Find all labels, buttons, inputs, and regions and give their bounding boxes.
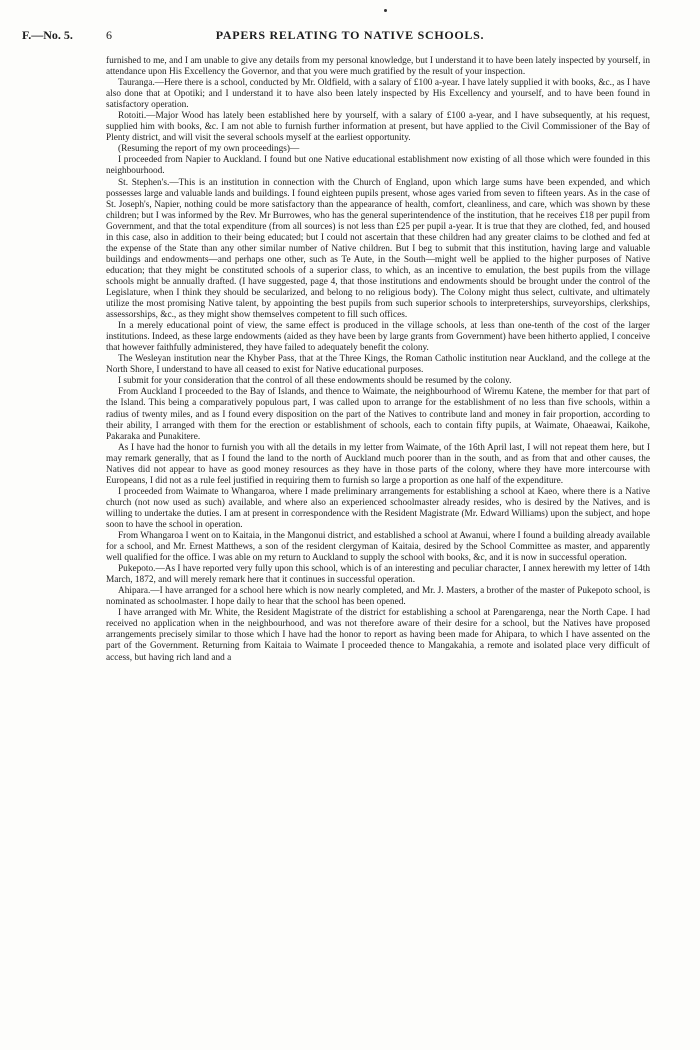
paragraph: (Resuming the report of my own proceedings)— bbox=[118, 144, 300, 155]
paragraph: Rotoiti.—Major Wood has lately been established here by yourself, with a salary of £100 a-year, and I have subsequently, at his request, supplied him with books, &c. I am not able to furnish further information at present, but have applied to the Civil Commissioner of the Bay of Plenty district, and will visit the several schools myself at the earliest opportunity. bbox=[106, 111, 650, 144]
paragraph: Ahipara.—I have arranged for a school here which is now nearly completed, and Mr. J. Masters, a brother of the master of Pukepoto school, is nominated as schoolmaster. I hope daily to hear that the school has been opened. bbox=[106, 586, 650, 608]
page-header bbox=[0, 28, 700, 48]
ink-dot bbox=[384, 9, 387, 12]
paragraph: The Wesleyan institution near the Khyber Pass, that at the Three Kings, the Roman Catholic institution near Auckland, and the college at the North Shore, I understand to have all ceased to exist for Native educational purposes. bbox=[106, 354, 650, 376]
paragraph: I have arranged with Mr. White, the Resident Magistrate of the district for establishing a school at Parengarenga, near the North Cape. I had received no application when in the neighbourhood, and was not therefore aware of their desire for a school, but the Natives have proposed arrangements precisely similar to those which I have had the honor to report as having been made for Ahipara, to which I have assented on the part of the Government. Returning from Kaitaia to Waimate I proceeded thence to Mangakahia, a remote and isolated place very difficult of access, but having rich land and a bbox=[106, 608, 650, 663]
paragraph: Pukepoto.—As I have reported very fully upon this school, which is of an interesting and peculiar character, I annex herewith my letter of 14th March, 1872, and will merely remark here that it continues in successful operation. bbox=[106, 564, 650, 586]
paragraph: I proceeded from Napier to Auckland. I found but one Native educational establishment now existing of all those which were founded in this neighbourhood. bbox=[106, 155, 650, 177]
page-number: 6 bbox=[106, 28, 112, 42]
paragraph: From Whangaroa I went on to Kaitaia, in the Mangonui district, and established a school at Awanui, where I found a building already available for a school, and Mr. Ernest Matthews, a son of the resident clergyman of Kaitaia, desired by the School Committee as master, and apparently well qualified for the office. I was able on my return to Auckland to supply the school with books, &c, and it is now in successful operation. bbox=[106, 531, 650, 564]
paragraph: St. Stephen's.—This is an institution in connection with the Church of England, upon which large sums have been expended, and which possesses large and valuable lands and buildings. I found eighteen pupils present, whose ages varied from seven to fifteen years. As in the case of St. Joseph's, Napier, nothing could be more satisfactory than the appearance of health, comfort, cleanliness, and care, which was shown by these children; but I was informed by the Rev. Mr Burrowes, who has the general superintendence of the institution, that he receives £18 per pupil from Government, and that the total expenditure (from all sources) is not less than £25 per pupil a-year. It is true that they are clothed, fed, and housed in this case, also in addition to their being educated; but I could not ascertain that these children had any greater claims to be clothed and fed at the expense of the State than any other similar number of Native children. But I beg to submit that this institution, having large and valuable buildings and endowments—and perhaps one other, such as Te Aute, in the South—might well be applied to the higher purposes of Native education; that they might be constituted schools of a superior class, to which, as an incentive to emulation, the best pupils from the village schools might be annually drafted. (I have suggested, page 4, that those institutions and endowments should be brought under the control of the Legislature, when I think they should be secularized, and belong to no religious body). The Colony might thus select, cultivate, and ultimately utilize the most promising Native talent, by appointing the best pupils from such superior schools to interpreterships, surveyorships, clerkships, assessorships, &c., as they might show themselves competent to fill such offices. bbox=[106, 177, 650, 321]
paragraph: I submit for your consideration that the control of all these endowments should be resumed by the colony. bbox=[118, 376, 512, 387]
paragraph: As I have had the honor to furnish you with all the details in my letter from Waimate, of the 16th April last, I will not repeat them here, but I may remark generally, that as I found the land to the north of Auckland much poorer than in the south, and as from that and other causes, the Natives did not appear to have as good money resources as they have in those parts of the colony, where they have more intercourse with Europeans, I did not as a rule feel justified in requiring them to furnish so large a proportion as one half of the expenditure. bbox=[106, 442, 650, 486]
running-title: PAPERS RELATING TO NATIVE SCHOOLS. bbox=[215, 28, 485, 42]
paragraph: furnished to me, and I am unable to give any details from my personal knowledge, but I understand it to have been lately inspected by yourself, in attendance upon His Excellency the Governor, and that you were much gratified by the result of your inspection. bbox=[106, 56, 650, 78]
paragraph: I proceeded from Waimate to Whangaroa, where I made preliminary arrangements for establishing a school at Kaeo, where there is a Native church (not now used as such) available, and where also an experienced schoolmaster already resides, who is desired by the Natives, and is willing to undertake the duties. I am at present in correspondence with the Resident Magistrate (Mr. Edward Williams) upon the subject, and hope soon to have the school in operation. bbox=[106, 486, 650, 530]
body-text bbox=[106, 56, 650, 664]
paper-reference: F.—No. 5. bbox=[22, 28, 73, 42]
paragraph: From Auckland I proceeded to the Bay of Islands, and thence to Waimate, the neighbourhood of Wiremu Katene, the member for that part of the Island. This being a comparatively populous part, I was called upon to arrange for the establishment of no less than five schools, within a radius of twenty miles, and as I found every disposition on the part of the Natives to contribute land and money in fair proportion, according to their ability, I arranged with them for the erection or establishment of schools, each to contain fifty pupils, at Waimate, Ohaeawai, Kaikohe, Pakaraka and Punakitere. bbox=[106, 387, 650, 442]
paragraph: Tauranga.—Here there is a school, conducted by Mr. Oldfield, with a salary of £100 a-year. I have lately supplied it with books, &c., as I have also done that at Opotiki; and I understand it to have also been lately inspected by His Excellency and yourself, and to have been found in satisfactory operation. bbox=[106, 78, 650, 111]
paragraph: In a merely educational point of view, the same effect is produced in the village schools, at less than one-tenth of the cost of the larger institutions. Indeed, as these large endowments (aided as they have been by large grants from Government) have been hitherto applied, I conceive that however faithfully administered, they have failed to adequately benefit the colony. bbox=[106, 321, 650, 354]
